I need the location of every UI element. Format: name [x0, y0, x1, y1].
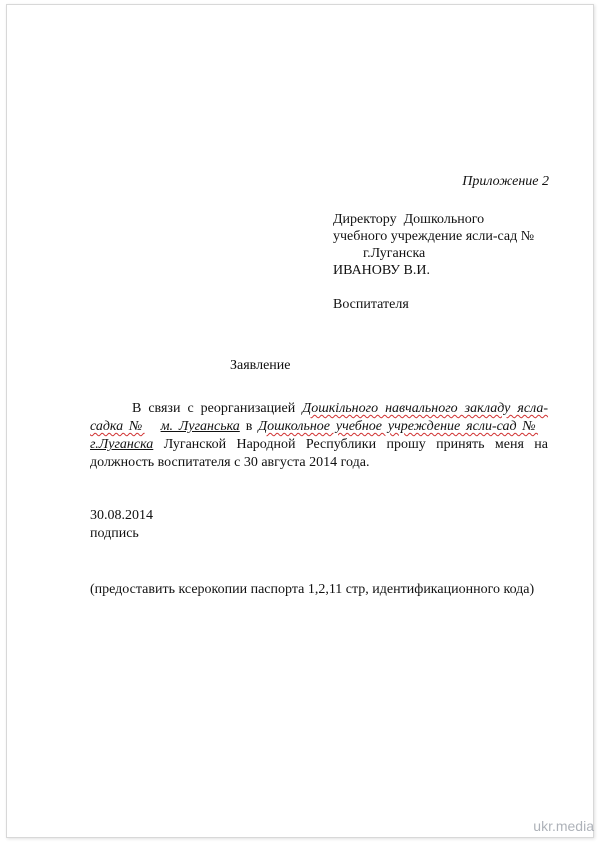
applicant-position: Воспитателя [333, 297, 409, 312]
body-old-city: м. Луганська [160, 419, 240, 434]
addressee-line-3: г.Луганска [363, 246, 426, 261]
addressee-block [333, 211, 534, 279]
signature-label: подпись [90, 526, 139, 541]
addressee-line-2: учебного учреждение ясли-сад № [333, 229, 535, 244]
body-new-institution: Дошкольное учебное учреждение ясли-сад № [258, 419, 539, 434]
documents-note: (предоставить ксерокопии паспорта 1,2,11 стр, идентификационного кода) [90, 582, 535, 597]
watermark-logo: ukr.media [533, 818, 594, 834]
body-part-4: в [245, 419, 253, 434]
document-title: Заявление [230, 358, 291, 373]
statement-date: 30.08.2014 [90, 508, 153, 523]
addressee-line-1: Директору Дошкольного [333, 212, 485, 227]
body-part-1: В связи с реорганизацией [132, 401, 296, 416]
statement-body [90, 400, 548, 472]
body-new-city: г.Луганска [90, 437, 154, 452]
body-old-institution: Дошкільного навчального закладу ясла-садка № [90, 401, 549, 434]
appendix-label: Приложение 2 [462, 174, 549, 189]
body-part-7: Луганской Народной Республики прошу принять меня на должность воспитателя с 30 августа 2014 года. [90, 437, 549, 470]
addressee-line-4: ИВАНОВУ В.И. [333, 263, 430, 278]
